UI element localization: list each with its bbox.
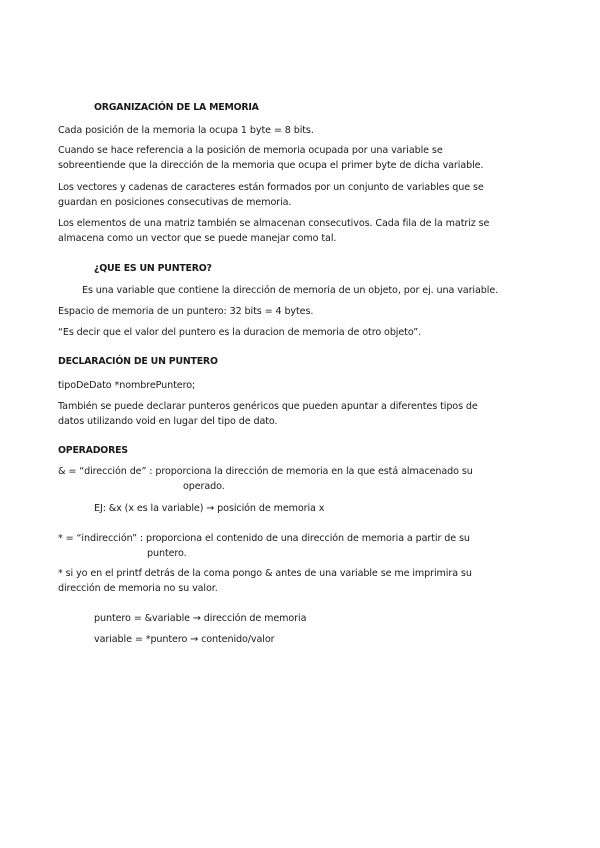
- memoria-paragraph-3-line-2: guardan en posiciones consecutivas de memoria.: [58, 197, 292, 208]
- section-title-memoria: ORGANIZACIÓN DE LA MEMORIA: [94, 102, 259, 113]
- declaracion-paragraph-line-1: También se puede declarar punteros genéricos que pueden apuntar a diferentes tipos de: [58, 401, 478, 412]
- example-variable-contenido: variable = *puntero → contenido/valor: [94, 634, 275, 645]
- memoria-paragraph-2-line-1: Cuando se hace referencia a la posición de memoria ocupada por una variable se: [58, 145, 443, 156]
- memoria-paragraph-3-line-1: Los vectores y cadenas de caracteres están formados por un conjunto de variables que se: [58, 182, 484, 193]
- memoria-paragraph-4-line-1: Los elementos de una matriz también se almacenan consecutivos. Cada fila de la matriz se: [58, 218, 490, 229]
- printf-note-line-2: dirección de memoria no su valor.: [58, 583, 218, 594]
- operador-ampersand-line-1: & = “dirección de” : proporciona la dirección de memoria en la que está almacenado su: [58, 466, 473, 477]
- operador-asterisco-line-2: puntero.: [147, 548, 187, 559]
- puntero-paragraph-1: Es una variable que contiene la dirección de memoria de un objeto, por ej. una variable.: [82, 285, 499, 296]
- section-title-operadores: OPERADORES: [58, 445, 128, 456]
- puntero-paragraph-2: Espacio de memoria de un puntero: 32 bits = 4 bytes.: [58, 306, 314, 317]
- section-title-puntero: ¿QUE ES UN PUNTERO?: [94, 263, 212, 274]
- memoria-paragraph-1: Cada posición de la memoria la ocupa 1 byte = 8 bits.: [58, 125, 314, 136]
- operador-ampersand-example: EJ: &x (x es la variable) → posición de memoria x: [94, 503, 325, 514]
- operador-asterisco-line-1: * = “indirección” : proporciona el contenido de una dirección de memoria a partir de su: [58, 533, 470, 544]
- operador-ampersand-line-2: operado.: [183, 481, 225, 492]
- memoria-paragraph-2-line-2: sobreentiende que la dirección de la memoria que ocupa el primer byte de dicha variable.: [58, 160, 484, 171]
- declaracion-syntax: tipoDeDato *nombrePuntero;: [58, 380, 196, 391]
- puntero-paragraph-3: “Es decir que el valor del puntero es la duracion de memoria de otro objeto”.: [58, 327, 422, 338]
- memoria-paragraph-4-line-2: almacena como un vector que se puede manejar como tal.: [58, 233, 337, 244]
- declaracion-paragraph-line-2: datos utilizando void en lugar del tipo de dato.: [58, 416, 278, 427]
- example-puntero-direccion: puntero = &variable → dirección de memoria: [94, 613, 307, 624]
- section-title-declaracion: DECLARACIÓN DE UN PUNTERO: [58, 356, 218, 367]
- printf-note-line-1: * si yo en el printf detrás de la coma pongo & antes de una variable se me imprimira su: [58, 568, 472, 579]
